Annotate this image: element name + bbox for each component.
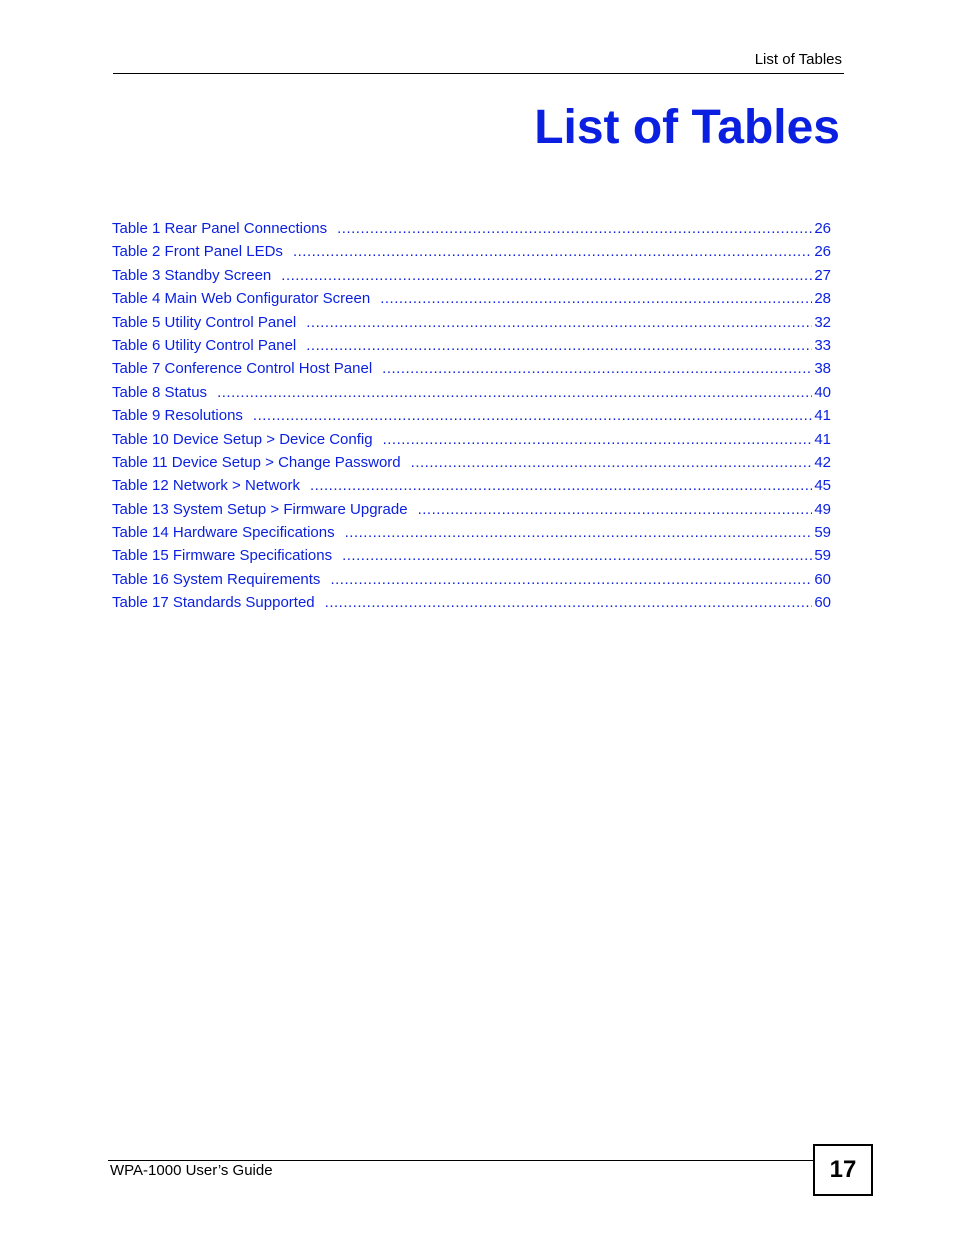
toc-entry-table-6[interactable]: [112, 334, 831, 357]
toc-entry-label: Table 15 Firmware Specifications: [112, 547, 333, 565]
guide-name: WPA-1000 User’s Guide: [110, 1162, 273, 1179]
toc-entry-table-12[interactable]: [112, 474, 831, 497]
toc-entry-label: Table 9 Resolutions: [112, 407, 243, 425]
dot-leader: [253, 404, 812, 427]
dot-leader: [306, 311, 812, 334]
table-of-contents: [112, 217, 831, 615]
dot-leader: [281, 264, 812, 287]
toc-entry-table-16[interactable]: [112, 568, 831, 591]
toc-entry-table-10[interactable]: [112, 428, 831, 451]
toc-entry-page: 59: [814, 524, 831, 542]
toc-entry-label: Table 17 Standards Supported: [112, 594, 315, 612]
toc-entry-label: Table 4 Main Web Configurator Screen: [112, 290, 371, 308]
running-header: List of Tables: [754, 51, 842, 68]
dot-leader: [217, 381, 812, 404]
toc-entry-page: 60: [814, 594, 831, 612]
toc-entry-label: Table 1 Rear Panel Connections: [112, 220, 328, 237]
dot-leader: [342, 544, 812, 567]
dot-leader: [325, 591, 813, 614]
toc-entry-page: 26: [814, 243, 831, 261]
dot-leader: [310, 474, 812, 497]
toc-entry-label: Table 10 Device Setup > Device Config: [112, 430, 373, 448]
toc-entry-label: Table 2 Front Panel LEDs: [112, 243, 283, 261]
toc-entry-table-1[interactable]: [112, 217, 831, 240]
toc-entry-label: Table 14 Hardware Specifications: [112, 524, 335, 542]
header-rule: [113, 73, 844, 74]
dot-leader: [382, 357, 812, 380]
toc-entry-table-14[interactable]: [112, 521, 831, 544]
dot-leader: [411, 451, 813, 474]
page-number: 17: [813, 1144, 873, 1196]
dot-leader: [337, 217, 812, 240]
toc-entry-table-13[interactable]: [112, 498, 831, 521]
toc-entry-label: Table 11 Device Setup > Change Password: [112, 453, 401, 471]
toc-entry-page: 33: [814, 336, 831, 354]
footer-rule: [108, 1160, 814, 1161]
toc-entry-page: 41: [814, 430, 831, 448]
toc-entry-page: 60: [814, 570, 831, 588]
toc-entry-page: 49: [814, 500, 831, 518]
toc-entry-page: 41: [814, 407, 831, 425]
toc-entry-table-3[interactable]: [112, 264, 831, 287]
dot-leader: [293, 240, 812, 263]
toc-entry-table-8[interactable]: [112, 381, 831, 404]
toc-entry-label: Table 6 Utility Control Panel: [112, 336, 297, 354]
toc-entry-page: 26: [814, 220, 831, 237]
toc-entry-table-4[interactable]: [112, 287, 831, 310]
toc-entry-label: Table 3 Standby Screen: [112, 266, 272, 284]
toc-entry-label: Table 13 System Setup > Firmware Upgrade: [112, 500, 408, 518]
dot-leader: [418, 498, 813, 521]
toc-entry-label: Table 12 Network > Network: [112, 477, 300, 495]
toc-entry-label: Table 5 Utility Control Panel: [112, 313, 297, 331]
toc-entry-table-15[interactable]: [112, 544, 831, 567]
dot-leader: [380, 287, 812, 310]
page-title: List of Tables: [534, 101, 840, 154]
toc-entry-page: 42: [814, 453, 831, 471]
dot-leader: [306, 334, 812, 357]
toc-entry-table-11[interactable]: [112, 451, 831, 474]
toc-entry-label: Table 8 Status: [112, 383, 208, 401]
toc-entry-page: 28: [814, 290, 831, 308]
toc-entry-page: 40: [814, 383, 831, 401]
toc-entry-page: 27: [814, 266, 831, 284]
dot-leader: [330, 568, 812, 591]
toc-entry-page: 32: [814, 313, 831, 331]
toc-entry-page: 59: [814, 547, 831, 565]
toc-entry-table-5[interactable]: [112, 311, 831, 334]
toc-entry-table-2[interactable]: [112, 240, 831, 263]
toc-entry-table-9[interactable]: [112, 404, 831, 427]
toc-entry-table-7[interactable]: [112, 357, 831, 380]
toc-entry-page: 38: [814, 360, 831, 378]
toc-entry-label: Table 7 Conference Control Host Panel: [112, 360, 373, 378]
toc-entry-label: Table 16 System Requirements: [112, 570, 321, 588]
dot-leader: [383, 428, 813, 451]
dot-leader: [345, 521, 813, 544]
toc-entry-page: 45: [814, 477, 831, 495]
toc-entry-table-17[interactable]: [112, 591, 831, 614]
